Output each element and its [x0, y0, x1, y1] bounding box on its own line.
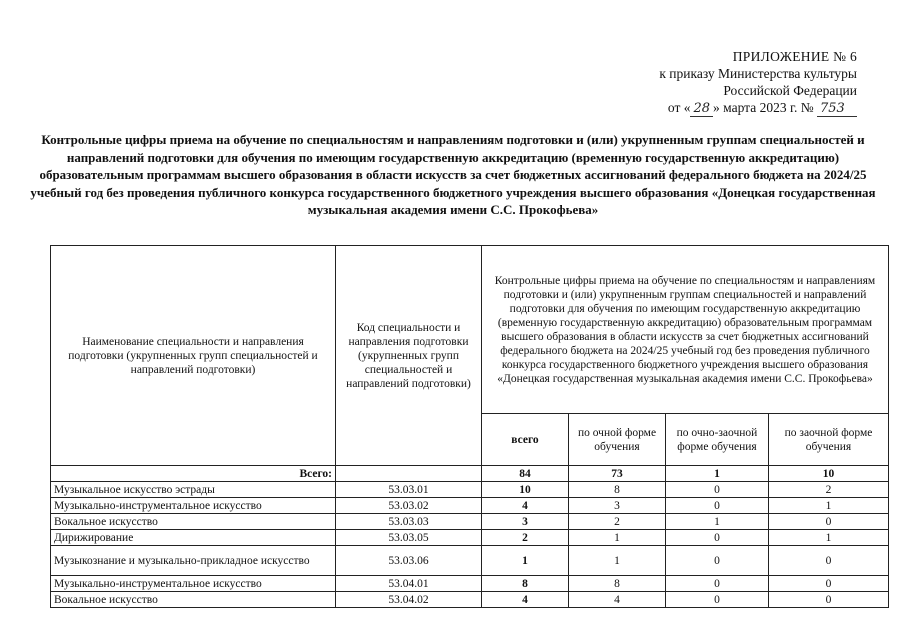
row-code: 53.04.02 [336, 592, 482, 608]
appendix-block [659, 48, 857, 117]
order-date-middle: » марта 2023 г. № [713, 100, 814, 115]
row-full: 4 [569, 592, 666, 608]
document-heading: Контрольные цифры приема на обучение по специальностям и направлениям подготовки и (или) укрупненным группам специальностей и направлений подготовки для обучения по имеющим государственную аккредитацию (временную государственную аккредитацию) образовательным программам высшего образования в области искусств за счет бюджетных ассигнований федерального бюджета на 2024/25 учебный год без проведения публичного конкурса государственного бюджетного учреждения высшего образования «Донецкая государственная музыкальная академия имени С.С. Прокофьева» [30, 132, 876, 217]
row-mixed: 0 [666, 576, 769, 592]
row-code: 53.03.05 [336, 530, 482, 546]
header-full-time: по очной форме обучения [569, 414, 666, 466]
header-group: Контрольные цифры приема на обучение по специальностям и направлениям подготовки и (или) укрупненным группам специальностей и направлений подготовки для обучения по имеющим государственную аккредитацию (временную государственную аккредитацию) образовательным программам высшего образования в области искусств за счет бюджетных ассигнований федерального бюджета на 2024/25 учебный год без проведения публичного конкурса государственного бюджетного учреждения высшего образования «Донецкая государственная музыкальная академия имени С.С. Прокофьева» [482, 246, 889, 414]
table-row [51, 592, 889, 608]
row-name: Дирижирование [51, 530, 336, 546]
row-code: 53.03.03 [336, 514, 482, 530]
row-extra: 0 [769, 546, 889, 576]
appendix-line-2: Российской Федерации [723, 83, 857, 98]
row-code: 53.04.01 [336, 576, 482, 592]
order-day-handwritten: 28 [690, 102, 713, 117]
row-name: Музыкальное искусство эстрады [51, 482, 336, 498]
table-row [51, 546, 889, 576]
total-mixed: 1 [666, 466, 769, 482]
row-mixed: 0 [666, 592, 769, 608]
row-extra: 1 [769, 530, 889, 546]
header-extramural: по заочной форме обучения [769, 414, 889, 466]
table-row [51, 482, 889, 498]
row-mixed: 1 [666, 514, 769, 530]
row-extra: 0 [769, 592, 889, 608]
row-full: 1 [569, 546, 666, 576]
appendix-line-1: к приказу Министерства культуры [659, 66, 857, 81]
appendix-title: ПРИЛОЖЕНИЕ № 6 [732, 49, 857, 64]
row-name: Вокальное искусство [51, 592, 336, 608]
total-all: 84 [482, 466, 569, 482]
total-extra: 10 [769, 466, 889, 482]
row-all: 8 [482, 576, 569, 592]
row-name: Музыкознание и музыкально-прикладное искусство [51, 546, 336, 576]
total-code-empty [336, 466, 482, 482]
row-full: 8 [569, 576, 666, 592]
row-extra: 2 [769, 482, 889, 498]
row-full: 3 [569, 498, 666, 514]
row-mixed: 0 [666, 530, 769, 546]
row-mixed: 0 [666, 482, 769, 498]
row-full: 8 [569, 482, 666, 498]
row-all: 10 [482, 482, 569, 498]
row-extra: 0 [769, 514, 889, 530]
row-all: 2 [482, 530, 569, 546]
order-date-line [659, 99, 857, 117]
header-code: Код специальности и направления подготовки (укрупненных групп специальностей и направлений подготовки) [336, 246, 482, 466]
total-label: Всего: [51, 466, 336, 482]
row-name: Музыкально-инструментальное искусство [51, 576, 336, 592]
row-mixed: 0 [666, 546, 769, 576]
row-extra: 0 [769, 576, 889, 592]
header-part-time: по очно-заочной форме обучения [666, 414, 769, 466]
row-all: 4 [482, 592, 569, 608]
order-date-prefix: от « [667, 100, 691, 115]
total-full: 73 [569, 466, 666, 482]
row-code: 53.03.02 [336, 498, 482, 514]
table-row [51, 498, 889, 514]
table-row [51, 576, 889, 592]
table-row [51, 530, 889, 546]
header-name: Наименование специальности и направления подготовки (укрупненных групп специальностей и направлений подготовки) [51, 246, 336, 466]
admission-table [50, 245, 889, 608]
table-row [51, 514, 889, 530]
row-all: 1 [482, 546, 569, 576]
row-full: 2 [569, 514, 666, 530]
row-all: 4 [482, 498, 569, 514]
row-name: Вокальное искусство [51, 514, 336, 530]
header-total: всего [482, 414, 569, 466]
row-mixed: 0 [666, 498, 769, 514]
row-full: 1 [569, 530, 666, 546]
row-all: 3 [482, 514, 569, 530]
row-name: Музыкально-инструментальное искусство [51, 498, 336, 514]
row-code: 53.03.06 [336, 546, 482, 576]
table-header-row [51, 246, 889, 414]
total-row [51, 466, 889, 482]
row-extra: 1 [769, 498, 889, 514]
order-number-handwritten: 753 [817, 102, 857, 117]
row-code: 53.03.01 [336, 482, 482, 498]
